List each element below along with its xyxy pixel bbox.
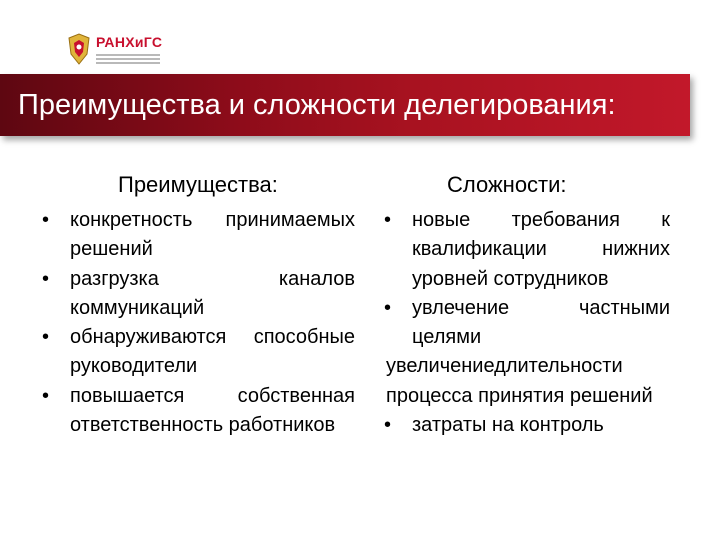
list-item: • повышается собственная ответственность работников [40, 382, 355, 441]
eagle-emblem-icon [66, 32, 92, 66]
ranepa-logo [66, 30, 186, 68]
bullet-icon: • [384, 209, 392, 231]
difficulties-list [382, 206, 670, 440]
list-item: • разгрузка каналов коммуникаций [40, 265, 355, 324]
bullet-icon: • [384, 296, 392, 319]
list-item: • новые требования к квалификации нижних уровней сотрудников [382, 206, 670, 294]
logo-wordmark: РАНХиГС [96, 33, 163, 50]
list-item: • конкретность принимаемых решений [40, 206, 355, 265]
list-item: • обнаруживаются способные руководители [40, 323, 355, 382]
bullet-icon: • [384, 414, 392, 437]
slide-title: Преимущества и сложности делегирования: [18, 89, 616, 121]
bullet-icon: • [42, 384, 50, 407]
bullet-icon: • [42, 267, 50, 290]
bullet-icon: • [42, 209, 50, 231]
list-item: • увлечение частными целями [382, 294, 670, 353]
list-item: увеличениедлительности процесса принятия решений [386, 355, 653, 407]
difficulties-heading: Сложности: [447, 172, 567, 197]
advantages-heading: Преимущества: [118, 172, 278, 197]
logo-subtitle-lines [96, 52, 162, 64]
list-item: • затраты на контроль [382, 411, 670, 440]
advantages-list [40, 206, 355, 440]
bullet-icon: • [42, 326, 50, 349]
title-bar [0, 74, 690, 136]
